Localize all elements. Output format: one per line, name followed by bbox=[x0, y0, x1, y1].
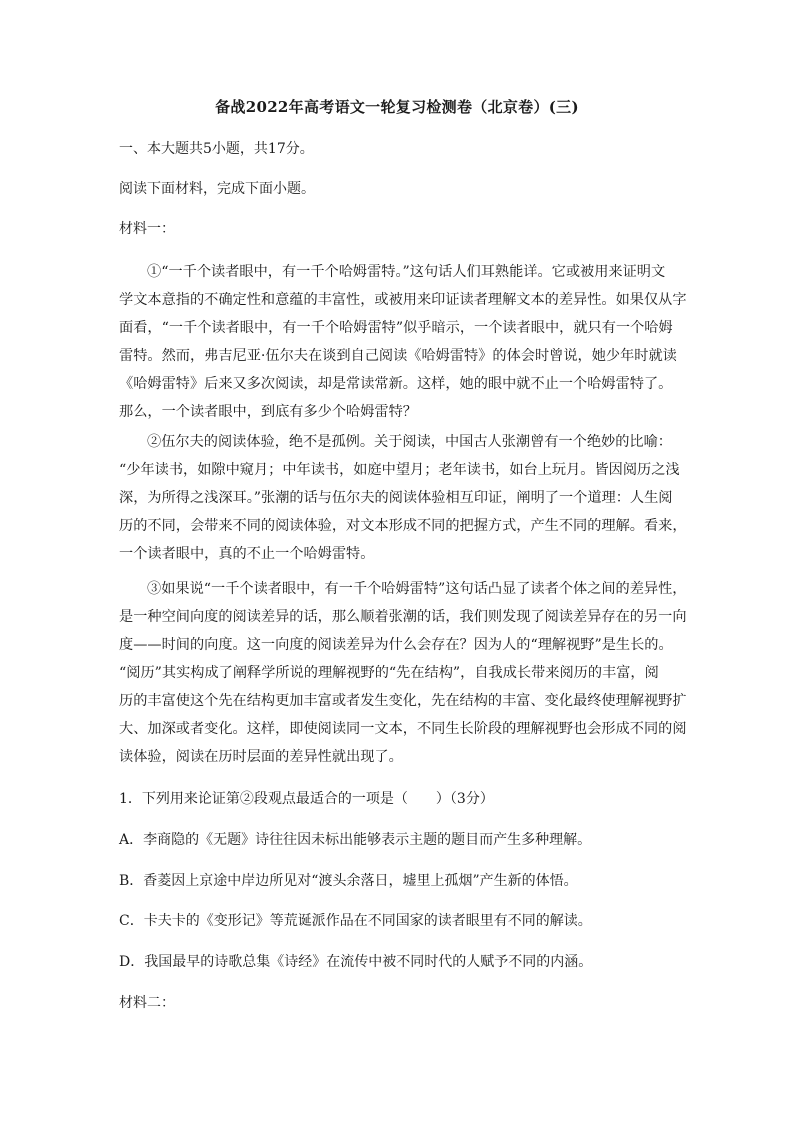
document-title: 备战2022年高考语文一轮复习检测卷（北京卷）(三) bbox=[215, 98, 579, 116]
para2-line: ②伍尔夫的阅读体验，绝不是孤例。关于阅读，中国古人张潮曾有一个绝妙的比喻： bbox=[147, 434, 672, 450]
para3-line: 是一种空间向度的阅读差异的话，那么顺着张潮的话，我们则发现了阅读差异存在的另一向 bbox=[119, 609, 687, 625]
para3-line: “阅历”其实构成了阐释学所说的理解视野的“先在结构”，自我成长带来阅历的丰富，阅 bbox=[119, 665, 659, 681]
question-1: 1．下列用来论证第②段观点最适合的一项是（ ）（3分） bbox=[119, 791, 494, 807]
option-b: B．香菱因上京途中岸边所见对“渡头余落日，墟里上孤烟”产生新的体悟。 bbox=[119, 873, 578, 889]
option-a: A．李商隐的《无题》诗往往因未标出能够表示主题的题目而产生多种理解。 bbox=[119, 832, 592, 848]
section-header: 一、本大题共5小题，共17分。 bbox=[119, 141, 314, 157]
para1-line: 雷特。然而，弗吉尼亚·伍尔夫在谈到自己阅读《哈姆雷特》的体会时曾说，她少年时就读 bbox=[119, 348, 677, 364]
para2-line: 深，为所得之浅深耳。”张潮的话与伍尔夫的阅读体验相互印证，阐明了一个道理：人生阅 bbox=[119, 490, 673, 506]
para1-line: 面看，“一千个读者眼中，有一千个哈姆雷特”似乎暗示，一个读者眼中，就只有一个哈姆 bbox=[119, 320, 673, 336]
para1-line: 学文本意指的不确定性和意蕴的丰富性，或被用来印证读者理解文本的差异性。如果仅从字 bbox=[119, 292, 687, 308]
instruction-text: 阅读下面材料，完成下面小题。 bbox=[119, 181, 315, 197]
para2-line: “少年读书，如隙中窥月；中年读书，如庭中望月；老年读书，如台上玩月。皆因阅历之浅 bbox=[119, 462, 680, 478]
paragraph-1 bbox=[119, 258, 687, 426]
para3-line: 大、加深或者变化。这样，即使阅读同一文本，不同生长阶段的理解视野也会形成不同的阅 bbox=[119, 721, 687, 737]
option-d: D．我国最早的诗歌总集《诗经》在流传中被不同时代的人赋予不同的内涵。 bbox=[119, 954, 593, 970]
para1-line: 《哈姆雷特》后来又多次阅读，却是常读常新。这样，她的眼中就不止一个哈姆雷特了。 bbox=[119, 376, 673, 392]
option-c: C．卡夫卡的《变形记》等荒诞派作品在不同国家的读者眼里有不同的解读。 bbox=[119, 913, 592, 929]
material1-label: 材料一： bbox=[119, 221, 175, 237]
para1-line: 那么，一个读者眼中，到底有多少个哈姆雷特？ bbox=[119, 404, 417, 420]
material2-label: 材料二： bbox=[119, 995, 175, 1011]
para3-line: 度——时间的向度。这一向度的阅读差异为什么会存在？因为人的“理解视野”是生长的。 bbox=[119, 637, 673, 653]
para3-line: 读体验，阅读在历时层面的差异性就出现了。 bbox=[119, 749, 403, 765]
paragraph-3 bbox=[119, 575, 687, 771]
para3-line: ③如果说“一千个读者眼中，有一千个哈姆雷特”这句话凸显了读者个体之间的差异性， bbox=[147, 581, 687, 597]
para3-line: 历的丰富使这个先在结构更加丰富或者发生变化，先在结构的丰富、变化最终使理解视野扩 bbox=[119, 693, 687, 709]
para1-line: ①“一千个读者眼中，有一千个哈姆雷特。”这句话人们耳熟能详。它或被用来证明文 bbox=[147, 264, 666, 280]
para2-line: 历的不同，会带来不同的阅读体验，对文本形成不同的把握方式，产生不同的理解。看来， bbox=[119, 518, 687, 534]
para2-line: 一个读者眼中，真的不止一个哈姆雷特。 bbox=[119, 546, 375, 562]
paragraph-2 bbox=[119, 428, 687, 568]
